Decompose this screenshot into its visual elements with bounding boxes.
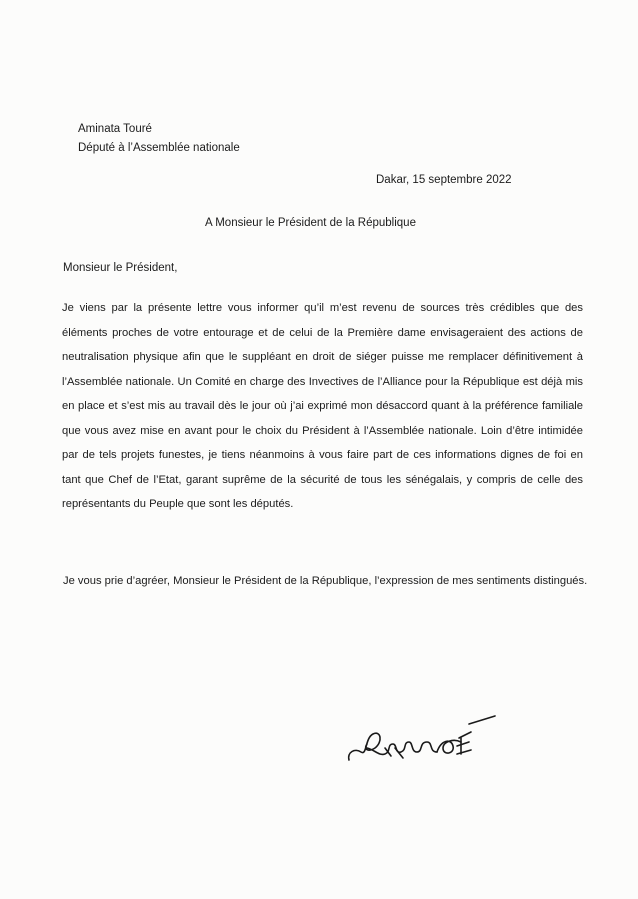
signature-icon [345,708,515,768]
sender-name: Aminata Touré [78,123,152,135]
sender-block [78,120,240,158]
date-line: Dakar, 15 septembre 2022 [376,174,512,186]
salutation: Monsieur le Président, [63,262,178,274]
sender-title: Député à l’Assemblée nationale [78,142,240,154]
recipient-line: A Monsieur le Président de la République [205,217,416,229]
letter-body: Je viens par la présente lettre vous informer qu’il m’est revenu de sources très crédibles que des éléments proches de votre entourage et de celui de la Première dame envisageraient des actions de neutralisation physique afin que le suppléant en droit de siéger puisse me remplacer définitivement à l’Assemblée nationale. Un Comité en charge des Invectives de l’Alliance pour la République est déjà mis en place et s’est mis au travail dès le jour où j’ai exprimé mon désaccord quant à la préférence familiale que vous avez mise en avant pour le choix du Président à l’Assemblée nationale. Loin d’être intimidée par de tels projets funestes, je tiens néanmoins à vous faire part de ces informations dignes de foi en tant que Chef de l’Etat, garant suprême de la sécurité de tous les sénégalais, y compris de celle des représentants du Peuple que sont les députés. [62,302,583,510]
closing-formula: Je vous prie d’agréer, Monsieur le Président de la République, l’expression de mes sentiments distingués. [63,575,588,587]
